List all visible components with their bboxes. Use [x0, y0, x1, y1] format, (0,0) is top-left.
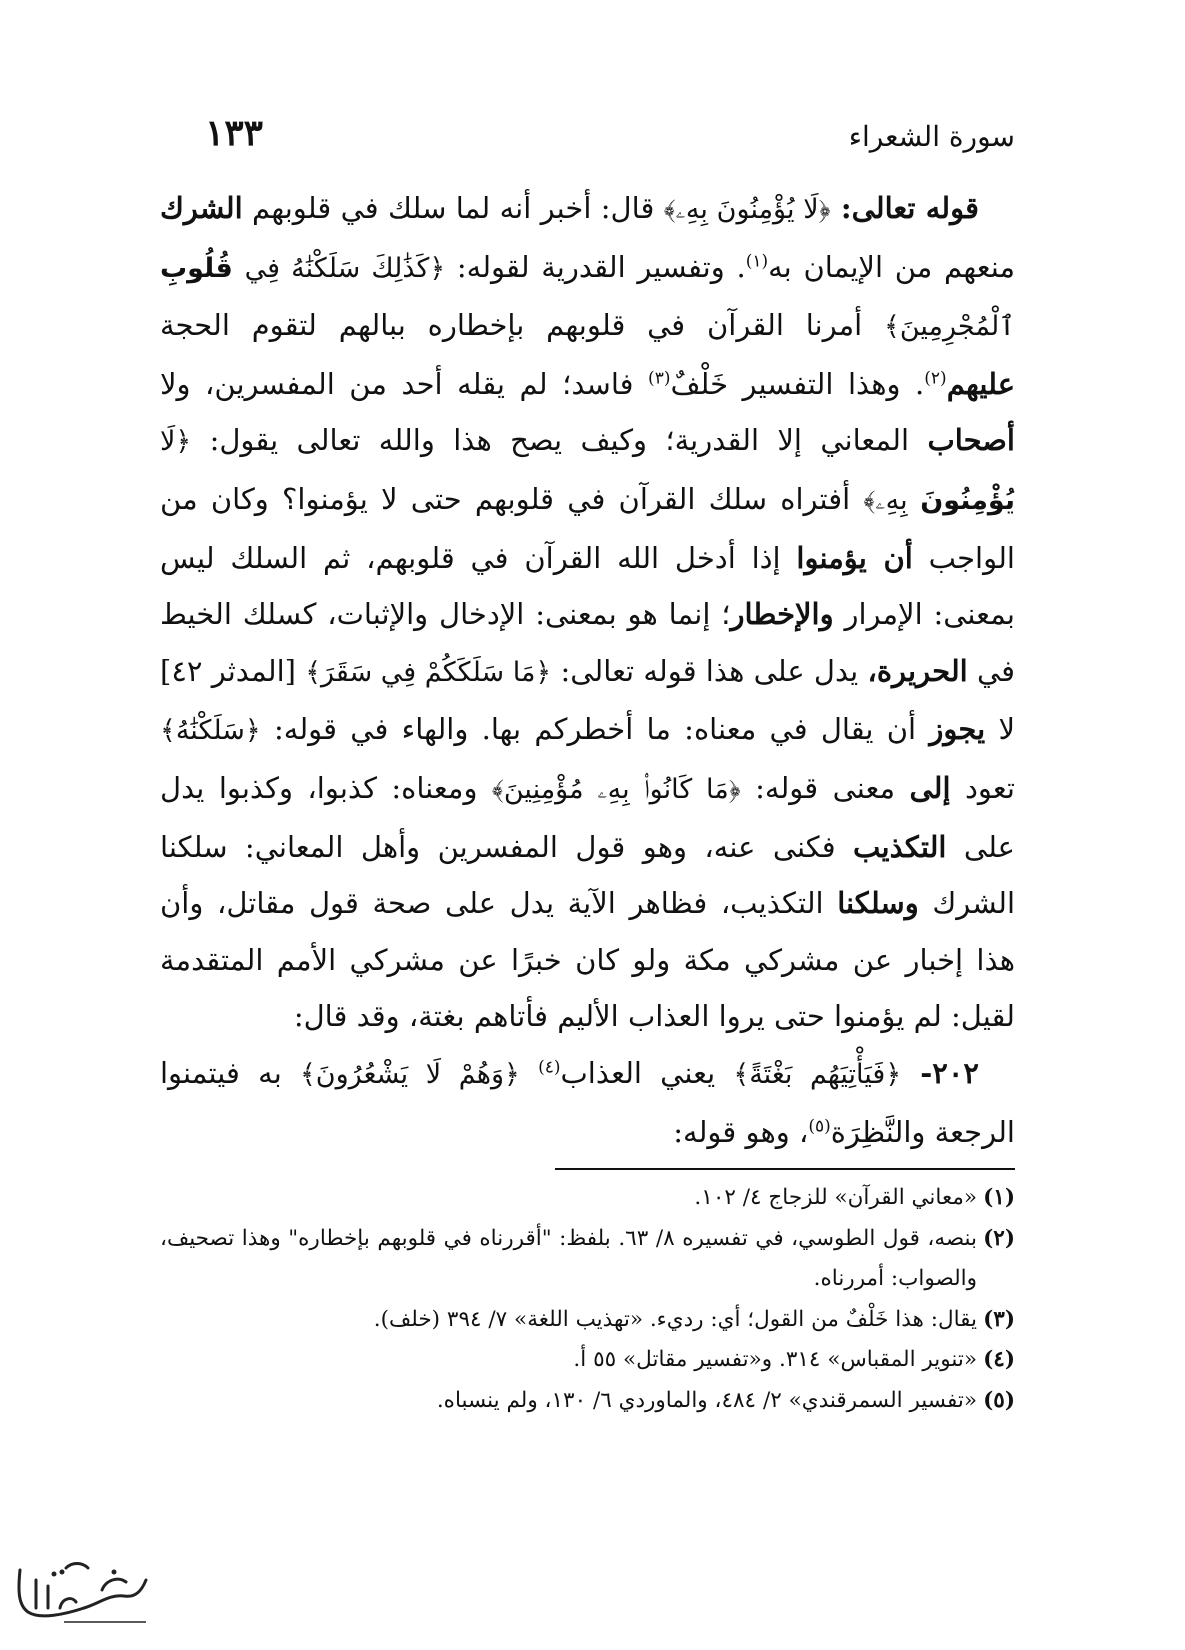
footnote-ref: (٤)	[538, 1057, 561, 1078]
text-span: . وتفسير القدرية لقوله:	[445, 249, 746, 284]
footnote-text: «تنوير المقباس» ٣١٤. و«تفسير مقاتل» ٥٥ أ.	[573, 1347, 977, 1372]
quran-verse: ﴿لَا	[160, 426, 192, 458]
page-header	[205, 112, 1015, 162]
quran-verse: ﴿سَلَكْنَٰهُ﴾	[160, 715, 261, 747]
footnote-ref: (٢)	[924, 368, 947, 389]
publisher-logo	[6, 1550, 154, 1628]
text-span: به فيتمنوا الرجعة والنَّظِرَة	[160, 1055, 1015, 1149]
quran-verse: ﴿فَيَأْتِيَهُم بَغْتَةً﴾	[733, 1058, 902, 1090]
text-span: الشرك	[160, 191, 243, 225]
logo-dot	[52, 1572, 57, 1577]
text-span: التكذيب، فظاهر الآية يدل على صحة قول مقاتل، وأن هذا إخبار عن مشركي مكة ولو كان خبرًا عن مشركي الأمم المتقدمة لقيل: لم يؤمنوا حتى يروا العذاب الأليم فأتاهم بغتة، وقد قال:	[160, 886, 1015, 1034]
footnote-text: بنصه، قول الطوسي، في تفسيره ٨/ ٦٣. بلفظ: "أقررناه في قلوبهم بإخطاره" وهذا تصحيف، والصواب: أمررناه.	[160, 1225, 978, 1291]
footnote-1	[160, 1178, 1015, 1219]
text-span: [المدثر ٤٢] لا	[160, 653, 1015, 747]
text-span: منعهم من الإيمان به	[768, 249, 1015, 284]
text-span: قال: أخبر أنه لما سلك في قلوبهم	[242, 191, 664, 225]
text-span: عليهم	[946, 366, 1016, 401]
text-span: ، وهو قوله:	[673, 1114, 809, 1149]
footnote-text: «معاني القرآن» للزجاج ٤/ ١٠٢.	[694, 1185, 977, 1210]
quran-verse: ﴿وَهُمْ لَا يَشْعُرُونَ﴾	[299, 1058, 520, 1090]
text-span: فكنى عنه، وهو قول المفسرين وأهل المعاني: سلكنا الشرك	[160, 829, 1015, 921]
logo-dot	[60, 1570, 65, 1575]
paragraph-verse-202	[160, 1045, 1015, 1160]
text-span	[520, 1056, 538, 1090]
text-span: الحريرة،	[867, 653, 968, 688]
text-span: أن يؤمنوا	[796, 540, 913, 575]
text-span: أصحاب	[927, 423, 1015, 458]
footnote-3	[160, 1300, 1015, 1341]
text-span: أمرنا القرآن في قلوبهم بإخطاره ببالهم لتقوم الحجة	[160, 308, 885, 343]
text-span: التكذيب	[853, 829, 947, 864]
quran-verse: قُلُوبِ	[160, 252, 245, 284]
text-span: . وهذا التفسير خَلْفٌ	[670, 366, 925, 401]
quran-verse: بِهِۦ﴾	[863, 484, 921, 516]
main-text	[160, 180, 1015, 1160]
text-span: إذا أدخل الله القرآن في قلوبهم، ثم السلك ليس بمعنى: الإمرار	[160, 540, 1015, 632]
footnote-5	[160, 1381, 1015, 1422]
text-span: والإخطار	[730, 597, 834, 632]
text-span: إلى	[909, 770, 951, 805]
text-span: ؛ إنما هو بمعنى: الإدخال والإثبات، كسلك الخيط في	[160, 597, 1015, 688]
text-span: فاسد؛ لم يقله أحد من المفسرين، ولا	[160, 366, 649, 401]
footnote-ref: (٥)	[808, 1115, 831, 1136]
footnote-number: (٤)	[983, 1347, 1015, 1372]
logo-stroke	[84, 1580, 146, 1608]
footnote-text: «تفسير السمرقندي» ٢/ ٤٨٤، والماوردي ٦/ ١٣٠، ولم ينسباه.	[436, 1387, 977, 1413]
text-span: أفتراه سلك القرآن في قلوبهم حتى لا يؤمنوا؟ وكان من الواجب	[160, 481, 1015, 575]
footnote-number: (٢)	[983, 1225, 1016, 1251]
quran-verse: ﴿مَا كَانُوا۟ بِهِۦ مُؤْمِنِينَ﴾	[491, 773, 741, 805]
footnote-separator	[555, 1168, 1015, 1170]
logo-dot	[112, 1570, 117, 1575]
text-span: معنى قوله:	[740, 770, 910, 805]
quran-verse: ﴿كَذَٰلِكَ سَلَكْنَٰهُ فِي	[244, 252, 446, 284]
footnote-text: يقال: هذا خَلْفٌ من القول؛ أي: رديء. «تهذيب اللغة» ٧/ ٣٩٤ (خلف).	[373, 1306, 977, 1332]
footnote-number: (١)	[983, 1185, 1015, 1210]
text-span: يدل على هذا قوله تعالى:	[551, 653, 868, 688]
text-span: قوله تعالى:	[830, 191, 979, 225]
footnote-2	[160, 1219, 1015, 1300]
text-span: تعود	[950, 770, 1015, 805]
footnote-number: (٥)	[983, 1387, 1015, 1413]
logo-stroke	[19, 1570, 84, 1616]
footnote-ref: (١)	[745, 250, 769, 271]
text-span: المعاني إلا القدرية؛ وكيف يصح هذا والله تعالى يقول:	[191, 423, 928, 458]
quran-verse: ٱلْمُجْرِمِينَ﴾	[884, 311, 1015, 343]
text-span: أن يقال في معناه: ما أخطركم بها. والهاء في قوله:	[260, 712, 930, 747]
logo-stroke	[102, 1579, 126, 1590]
surah-title: سورة الشعراء	[848, 120, 1015, 153]
footnote-4	[160, 1340, 1015, 1381]
text-span: يعني العذاب	[560, 1055, 734, 1090]
footnote-number: (٣)	[983, 1306, 1015, 1332]
quran-verse: ﴿لَا يُؤْمِنُونَ بِهِۦ﴾	[663, 194, 831, 225]
quran-verse: يُؤْمِنُونَ	[920, 484, 1015, 516]
quran-verse: ﴿مَا سَلَكَكُمْ فِي سَقَرَ﴾	[305, 656, 552, 688]
page-number: ١٣٣	[205, 112, 264, 154]
logo-stroke	[36, 1580, 76, 1608]
logo-stroke	[66, 1564, 88, 1569]
footnotes	[160, 1178, 1015, 1421]
text-span: يجوز	[929, 712, 986, 747]
verse-number: ٢٠٢-	[901, 1055, 980, 1090]
text-span: وسلكنا	[837, 886, 919, 921]
footnote-ref: (٣)	[648, 368, 671, 389]
text-span: ومعناه: كذبوا، وكذبوا يدل على	[160, 770, 1015, 864]
paragraph-commentary	[160, 180, 1015, 1045]
